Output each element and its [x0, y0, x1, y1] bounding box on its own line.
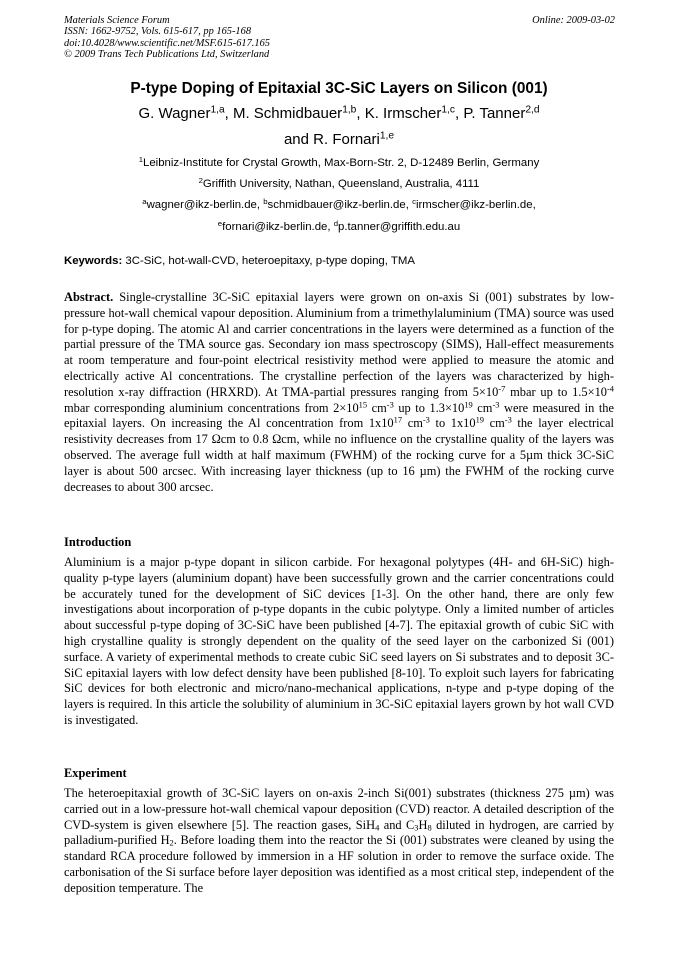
- author-sup: 1,b: [342, 104, 357, 116]
- chem-subscript: 8: [427, 822, 432, 833]
- author-name: M. Schmidbauer: [232, 105, 343, 122]
- author-sup: 1,c: [441, 104, 455, 116]
- journal-header: [64, 15, 270, 60]
- affiliation-sup: 1: [138, 154, 143, 164]
- email-sup: c: [412, 196, 416, 206]
- abstract-paragraph: [64, 290, 614, 495]
- abstract-exp: -3: [492, 398, 500, 409]
- affiliation-sup: 2: [198, 175, 203, 185]
- email-link[interactable]: fornari@ikz-berlin.de,: [222, 221, 334, 233]
- email-sup: d: [333, 218, 339, 228]
- experiment-text: and C: [379, 817, 415, 832]
- abstract-text: the layer electrical resistivity decreases from 17 Ωcm to 0.8 Ωcm, while no influence on the crystalline quality of the layers was observed. The average full width at half maximum (FWHM) of the rocking curve for a 5µm thick 3C-SiC layer is about 500 arcsec. With increasing layer thickness (up to 16 µm) the FWHM of the rocking curve decreases to about 300 arcsec.: [64, 416, 614, 494]
- email-sup: a: [142, 196, 147, 206]
- chem-subscript: 4: [375, 822, 380, 833]
- author-name: P. Tanner: [463, 105, 526, 122]
- author-name: and R. Fornari: [283, 131, 380, 148]
- abstract-exp: 17: [393, 414, 403, 425]
- affiliation-1: [40, 154, 638, 169]
- email-link[interactable]: p.tanner@griffith.edu.au: [338, 221, 461, 233]
- author-list-cont: [60, 131, 618, 148]
- abstract-exp: 19: [464, 398, 473, 409]
- keywords: [64, 255, 616, 267]
- experiment-heading: Experiment: [64, 766, 127, 780]
- abstract-text: cm: [483, 416, 505, 431]
- abstract-text: to 1x10: [429, 416, 476, 431]
- author-list: G. Wagner$^{1,a}$, M. Schmidbauer$^{1,b}$, K. Irmscher$^{1,c}$, P. Tanner$^{2,d}$: [138, 104, 540, 122]
- abstract-exp: -3: [422, 414, 430, 425]
- experiment-paragraph: [64, 786, 614, 897]
- experiment-text: diluted in hydrogen, are carried by palladium-purified H: [64, 817, 615, 848]
- email-link[interactable]: schmidbauer@ikz-berlin.de,: [267, 199, 413, 211]
- email-sup: b: [263, 196, 268, 206]
- abstract-exp: 19: [475, 414, 484, 425]
- abstract-text: Single-crystalline 3C-SiC epitaxial layers were grown on on-axis Si (001) substrates by low-pressure hot-wall chemical vapour deposition. Aluminium from a trimethylaluminium (TMA) source was used for p-type doping. The atomic Al and carrier concentrations in the layers were determined as a function of the partial pressure of the TMA source gas. Secondary ion mass spectroscopy (SIMS), Hall-effect measurements at room temperature and four-point electrical resistivity method were applied to measure the atomic and electrically active Al concentrations. The crystalline perfection of the layers was characterized by high-resolution x-ray diffraction (HRXRD). At TMA-partial pressures ranging from 5×10: [64, 290, 614, 399]
- doi-line: doi:10.4028/www.scientific.net/MSF.615-617.165: [64, 37, 270, 49]
- abstract-text: mbar corresponding aluminium concentrations from 2×10: [64, 400, 359, 415]
- abstract-text: cm: [367, 400, 387, 415]
- experiment-text: . Before loading them into the reactor the Si (001) substrates were cleaned by using the standard RCA procedure followed by immersion in a HF solution in order to remove the surface oxide. The carbonisation of the Si surface before layer deposition was identified as a most critical step, independent of the deposition temperature. The: [64, 833, 614, 895]
- author-name: G. Wagner: [138, 105, 211, 122]
- author-sup: 2,d: [525, 104, 540, 116]
- email-sup: e: [217, 218, 223, 228]
- keywords-label: Keywords:: [64, 255, 123, 267]
- abstract-text: were measured in the epitaxial layers. On increasing the Al concentration from 1x10: [64, 400, 614, 431]
- affiliation-text: Leibniz-Institute for Crystal Growth, Max-Born-Str. 2, D-12489 Berlin, Germany: [143, 157, 540, 169]
- introduction-paragraph: Aluminium is a major p-type dopant in silicon carbide. For hexagonal polytypes (4H- and 6H-SiC) high-quality p-type layers (aluminium dopant) have been successfully grown and the carrier concentrations could be accurately tuned for the development of SiC devices [1-3]. On the other hand, there are only few investigations about incorporation of p-type dopants in the cubic polytype. Only a limited number of articles about successful p-type doping of 3C-SiC have been published [4-7]. The epitaxial growth of cubic SiC with high crystalline quality is strongly dependent on the quality of the seed layer on the carbonized Si (001) surface. A variety of experimental methods to create cubic SiC seed layers on Si substrates and to deposit 3C-SiC epitaxial layers with low defect density have been published [8-10]. To exploit such layers for fabricating SiC devices for both electronic and micro/nano-mechanical applications, n-type and p-type doping of the layers is required. In this article the solubility of aluminium in 3C-SiC epitaxial layers grown by hot wall CVD is investigated.: [64, 555, 614, 727]
- issn-line: ISSN: 1662-9752, Vols. 615-617, pp 165-168: [64, 26, 252, 38]
- experiment-text: The heteroepitaxial growth of 3C-SiC layers on on-axis 2-inch Si(001) substrates (thickness 275 µm) was carried out in a low-pressure hot-wall chemical vapour deposition (CVD) reactor. A detailed description of the CVD-system is given elsewhere [5]. The reaction gases, SiH: [64, 786, 614, 832]
- email-line-2: [40, 218, 638, 233]
- abstract-text: mbar up to 1.5×10: [505, 384, 607, 399]
- abstract-text: up to 1.3×10: [393, 400, 465, 415]
- chem-subscript: 3: [414, 822, 419, 833]
- abstract-text: cm: [472, 400, 493, 415]
- abstract-exp: -7: [498, 383, 506, 394]
- introduction-heading: Introduction: [64, 535, 132, 549]
- abstract-label: Abstract.: [64, 290, 114, 304]
- copyright-line: © 2009 Trans Tech Publications Ltd, Switzerland: [64, 48, 270, 60]
- author-sup: 1,a: [210, 104, 225, 116]
- abstract-exp: 15: [358, 398, 368, 409]
- journal-name: Materials Science Forum: [64, 15, 170, 26]
- abstract-text: cm: [402, 416, 423, 431]
- affiliation-text: Griffith University, Nathan, Queensland, Australia, 4111: [202, 178, 480, 190]
- keywords-text: 3C-SiC, hot-wall-CVD, heteroepitaxy, p-type doping, TMA: [122, 255, 415, 267]
- author-sup: 1,e: [379, 130, 395, 142]
- abstract-exp: -3: [386, 398, 394, 409]
- abstract-exp: -3: [504, 414, 512, 425]
- affiliation-2: [40, 175, 638, 190]
- author-name: K. Irmscher: [364, 105, 442, 122]
- paper-title: P-type Doping of Epitaxial 3C-SiC Layers on Silicon (001): [130, 80, 548, 97]
- chem-subscript: 2: [169, 838, 174, 849]
- abstract-exp: -4: [606, 383, 614, 394]
- email-line-1: [40, 196, 638, 211]
- email-link[interactable]: wagner@ikz-berlin.de,: [146, 199, 264, 211]
- email-link[interactable]: irmscher@ikz-berlin.de,: [415, 199, 536, 211]
- experiment-text: H: [418, 817, 428, 832]
- online-date: Online: 2009-03-02: [532, 15, 615, 26]
